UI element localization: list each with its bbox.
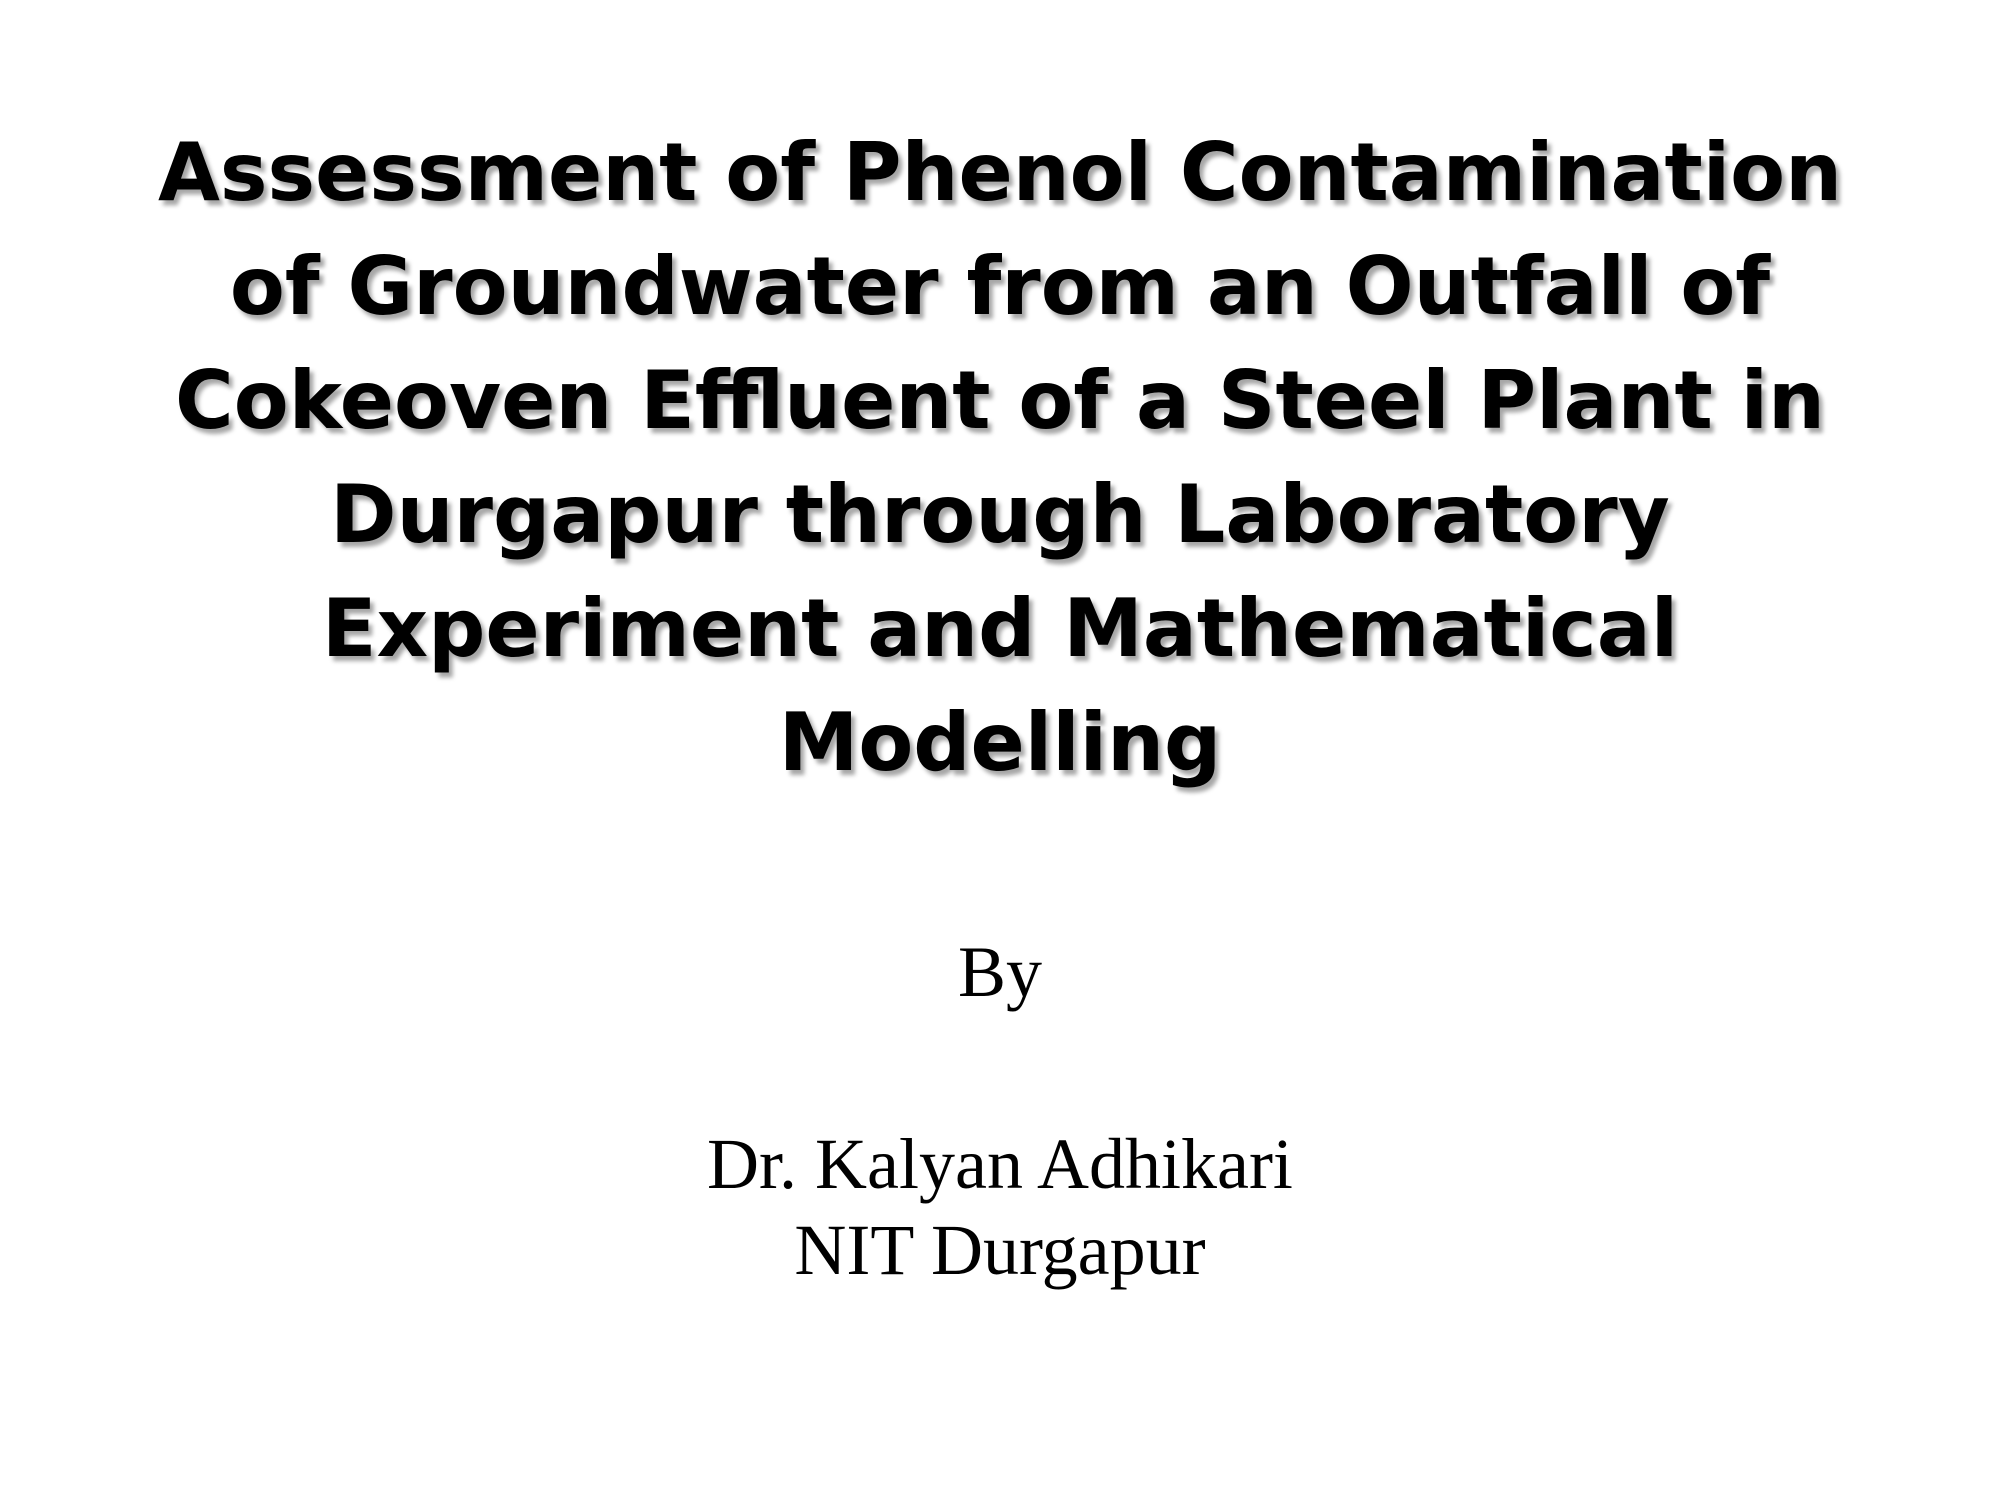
by-label: By: [957, 932, 1043, 1012]
title-line-6: Modelling: [778, 696, 1222, 789]
title-line-5: Experiment and Mathematical: [321, 582, 1679, 675]
author-affiliation: NIT Durgapur: [794, 1210, 1206, 1290]
slide-title: [0, 116, 2000, 800]
title-line-4: Durgapur through Laboratory: [330, 468, 1670, 561]
author-name: Dr. Kalyan Adhikari: [707, 1124, 1293, 1204]
title-line-2: of Groundwater from an Outfall of: [229, 240, 1771, 333]
title-line-1: Assessment of Phenol Contamination: [157, 126, 1843, 219]
title-line-3: Cokeoven Effluent of a Steel Plant in: [175, 354, 1825, 447]
